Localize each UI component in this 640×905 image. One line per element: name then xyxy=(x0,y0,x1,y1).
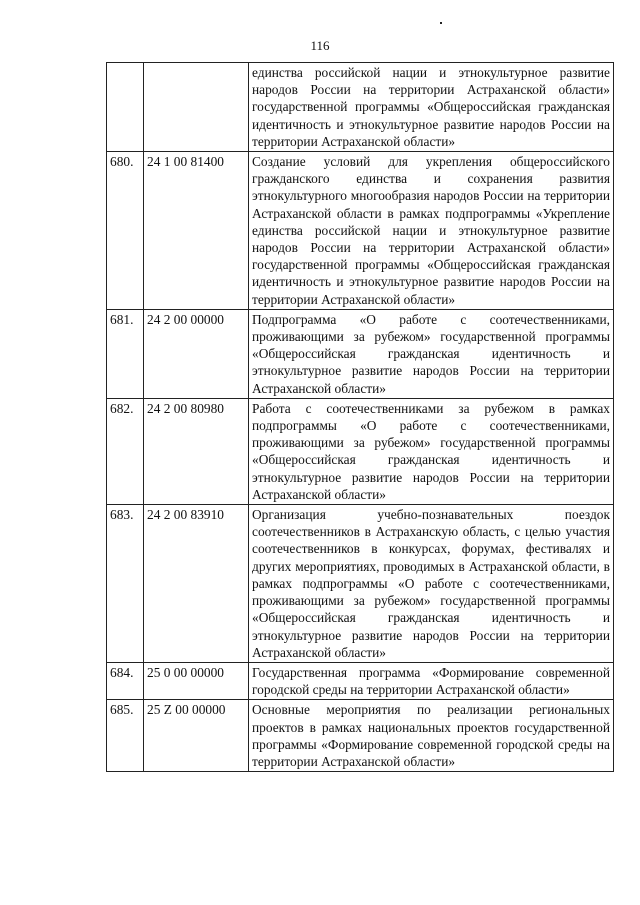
row-number: 683. xyxy=(107,505,144,663)
table-row xyxy=(107,505,614,663)
row-number: 684. xyxy=(107,662,144,699)
table-row xyxy=(107,662,614,699)
table-row xyxy=(107,152,614,310)
row-number: 682. xyxy=(107,398,144,504)
row-description: Подпрограмма «О работе с соотечественниками, проживающими за рубежом» государственной программы «Общероссийская гражданская идентичность и этнокультурное развитие народов России на территории Астраханской области» xyxy=(249,309,614,398)
row-code: 25 Z 00 00000 xyxy=(144,700,249,772)
budget-classification-table xyxy=(106,62,614,772)
row-number: 685. xyxy=(107,700,144,772)
row-code: 24 1 00 81400 xyxy=(144,152,249,310)
page-number: 116 xyxy=(310,38,330,53)
row-code: 24 2 00 00000 xyxy=(144,309,249,398)
row-description: единства российской нации и этнокультурное развитие народов России на территории Астраханской области» государственной программы «Общероссийская гражданская идентичность и этнокультурное развитие народов России на территории Астраханской области» xyxy=(249,63,614,152)
row-description: Государственная программа «Формирование современной городской среды на территории Астраханской области» xyxy=(249,662,614,699)
row-description: Работа с соотечественниками за рубежом в рамках подпрограммы «О работе с соотечественниками, проживающими за рубежом» государственной программы «Общероссийская гражданская идентичность и этнокультурное развитие народов России на территории Астраханской области» xyxy=(249,398,614,504)
row-description: Организация учебно-познавательных поездок соотечественников в Астраханскую область, с целью участия соотечественников в конкурсах, форумах, фестивалях и других мероприятиях, проводимых в Астраханской области, в рамках подпрограммы «О работе с соотечественниками, проживающими за рубежом» государственной программы «Общероссийская гражданская идентичность и этнокультурное развитие народов России на территории Астраханской области» xyxy=(249,505,614,663)
row-code: 24 2 00 83910 xyxy=(144,505,249,663)
table-row xyxy=(107,700,614,772)
row-number xyxy=(107,63,144,152)
table-row xyxy=(107,63,614,152)
row-code: 25 0 00 00000 xyxy=(144,662,249,699)
table-row xyxy=(107,398,614,504)
row-number: 680. xyxy=(107,152,144,310)
table-row xyxy=(107,309,614,398)
row-description: Создание условий для укрепления общероссийского гражданского единства и сохранения развития этнокультурного многообразия народов России на территории Астраханской области в рамках подпрограммы «Укрепление единства российской нации и этнокультурное развитие народов России на территории Астраханской области» государственной программы «Общероссийская гражданская идентичность и этнокультурное развитие народов России на территории Астраханской области» xyxy=(249,152,614,310)
row-number: 681. xyxy=(107,309,144,398)
scan-speck xyxy=(440,22,442,24)
row-code xyxy=(144,63,249,152)
row-description: Основные мероприятия по реализации региональных проектов в рамках национальных проектов государственной программы «Формирование современной городской среды на территории Астраханской области» xyxy=(249,700,614,772)
row-code: 24 2 00 80980 xyxy=(144,398,249,504)
